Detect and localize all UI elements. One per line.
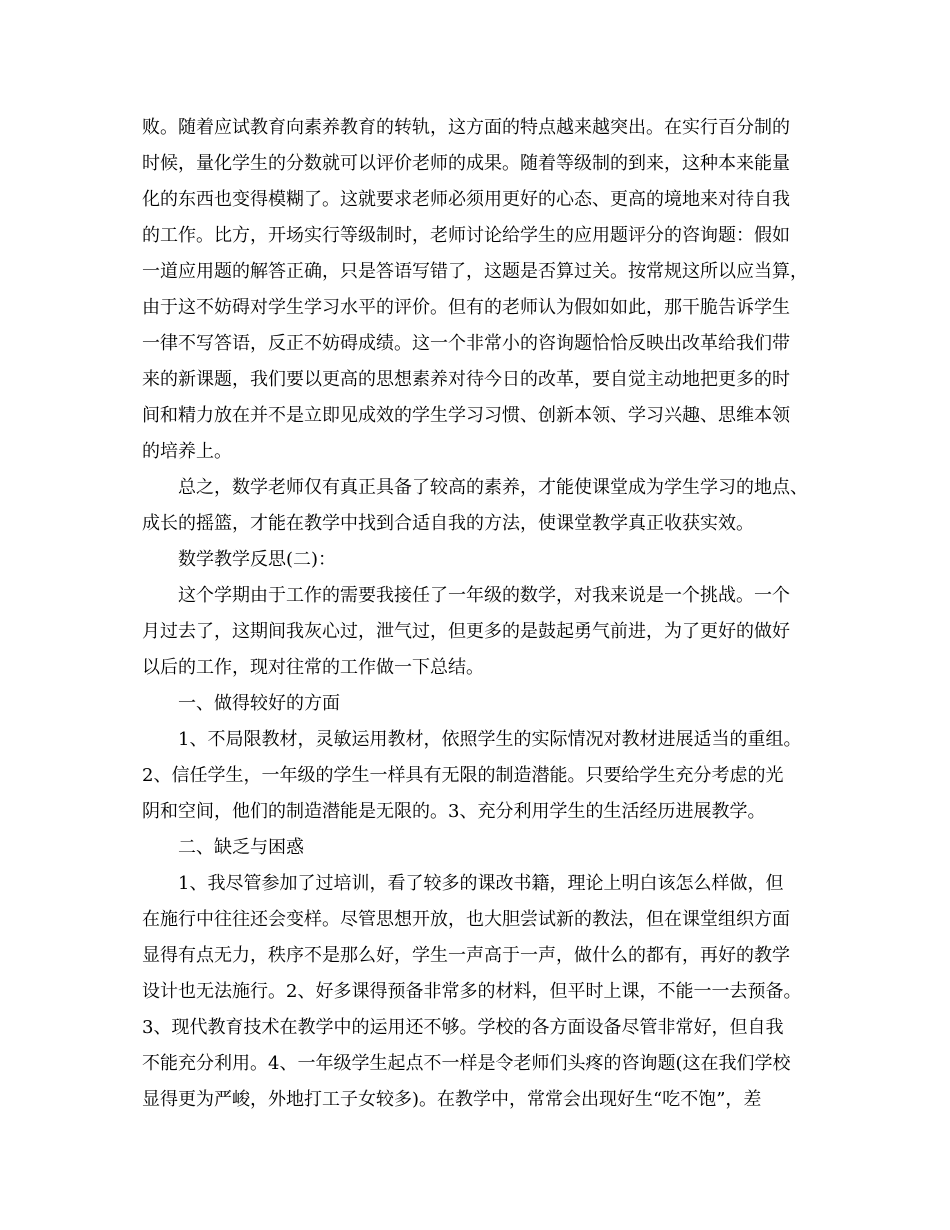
text-line: 2、信任学生，一年级的学生一样具有无限的制造潜能。只要给学生充分考虑的光 bbox=[142, 765, 784, 786]
text-line: 总之，数学老师仅有真正具备了较高的素养，才能使课堂成为学生学习的地点、 bbox=[178, 477, 808, 498]
text-line: 化的东西也变得模糊了。这就要求老师必须用更好的心态、更高的境地来对待自我 bbox=[142, 189, 790, 210]
text-line: 阴和空间，他们的制造潜能是无限的。3、充分利用学生的生活经历进展教学。 bbox=[142, 801, 766, 822]
text-line: 设计也无法施行。2、好多课得预备非常多的材料，但平时上课，不能一一去预备。 bbox=[142, 981, 802, 1002]
text-line: 显得有点无力，秩序不是那么好，学生一声高于一声，做什么的都有，再好的教学 bbox=[142, 945, 790, 966]
text-line: 3、现代教育技术在教学中的运用还不够。学校的各方面设备尽管非常好，但自我 bbox=[142, 1017, 784, 1038]
text-line: 的工作。比方，开场实行等级制时，老师讨论给学生的应用题评分的咨询题：假如 bbox=[142, 225, 790, 246]
text-line: 月过去了，这期间我灰心过，泄气过，但更多的是鼓起勇气前进，为了更好的做好 bbox=[142, 621, 790, 642]
text-line: 1、不局限教材，灵敏运用教材，依照学生的实际情况对教材进展适当的重组。 bbox=[178, 729, 802, 750]
text-line: 以后的工作，现对往常的工作做一下总结。 bbox=[142, 657, 484, 678]
subsection-heading: 一、做得较好的方面 bbox=[178, 693, 340, 714]
text-line: 由于这不妨碍对学生学习水平的评价。但有的老师认为假如如此，那干脆告诉学生 bbox=[142, 297, 790, 318]
text-line: 成长的摇篮，才能在教学中找到合适自我的方法，使课堂教学真正收获实效。 bbox=[142, 513, 754, 534]
section-heading: 数学教学反思(二)： bbox=[178, 549, 337, 570]
text-line: 一道应用题的解答正确，只是答语写错了，这题是否算过关。按常规这所以应当算， bbox=[142, 261, 808, 282]
text-line: 间和精力放在并不是立即见成效的学生学习习惯、创新本领、学习兴趣、思维本领 bbox=[142, 405, 790, 426]
text-line: 1、我尽管参加了过培训，看了较多的课改书籍，理论上明白该怎么样做，但 bbox=[178, 873, 784, 894]
text-line: 时候，量化学生的分数就可以评价老师的成果。随着等级制的到来，这种本来能量 bbox=[142, 153, 790, 174]
text-line: 在施行中往往还会变样。尽管思想开放，也大胆尝试新的教法，但在课堂组织方面 bbox=[142, 909, 790, 930]
text-line: 败。随着应试教育向素养教育的转轨，这方面的特点越来越突出。在实行百分制的 bbox=[142, 117, 790, 138]
text-line: 显得更为严峻，外地打工子女较多)。在教学中，常常会出现好生“吃不饱”，差 bbox=[142, 1089, 762, 1110]
text-line: 这个学期由于工作的需要我接任了一年级的数学，对我来说是一个挑战。一个 bbox=[178, 585, 790, 606]
text-line: 的培养上。 bbox=[142, 441, 232, 462]
subsection-heading: 二、缺乏与困惑 bbox=[178, 837, 304, 858]
text-line: 来的新课题，我们要以更高的思想素养对待今日的改革，要自觉主动地把更多的时 bbox=[142, 369, 790, 390]
text-line: 不能充分利用。4、一年级学生起点不一样是令老师们头疼的咨询题(这在我们学校 bbox=[142, 1053, 791, 1074]
text-line: 一律不写答语，反正不妨碍成绩。这一个非常小的咨询题恰恰反映出改革给我们带 bbox=[142, 333, 790, 354]
